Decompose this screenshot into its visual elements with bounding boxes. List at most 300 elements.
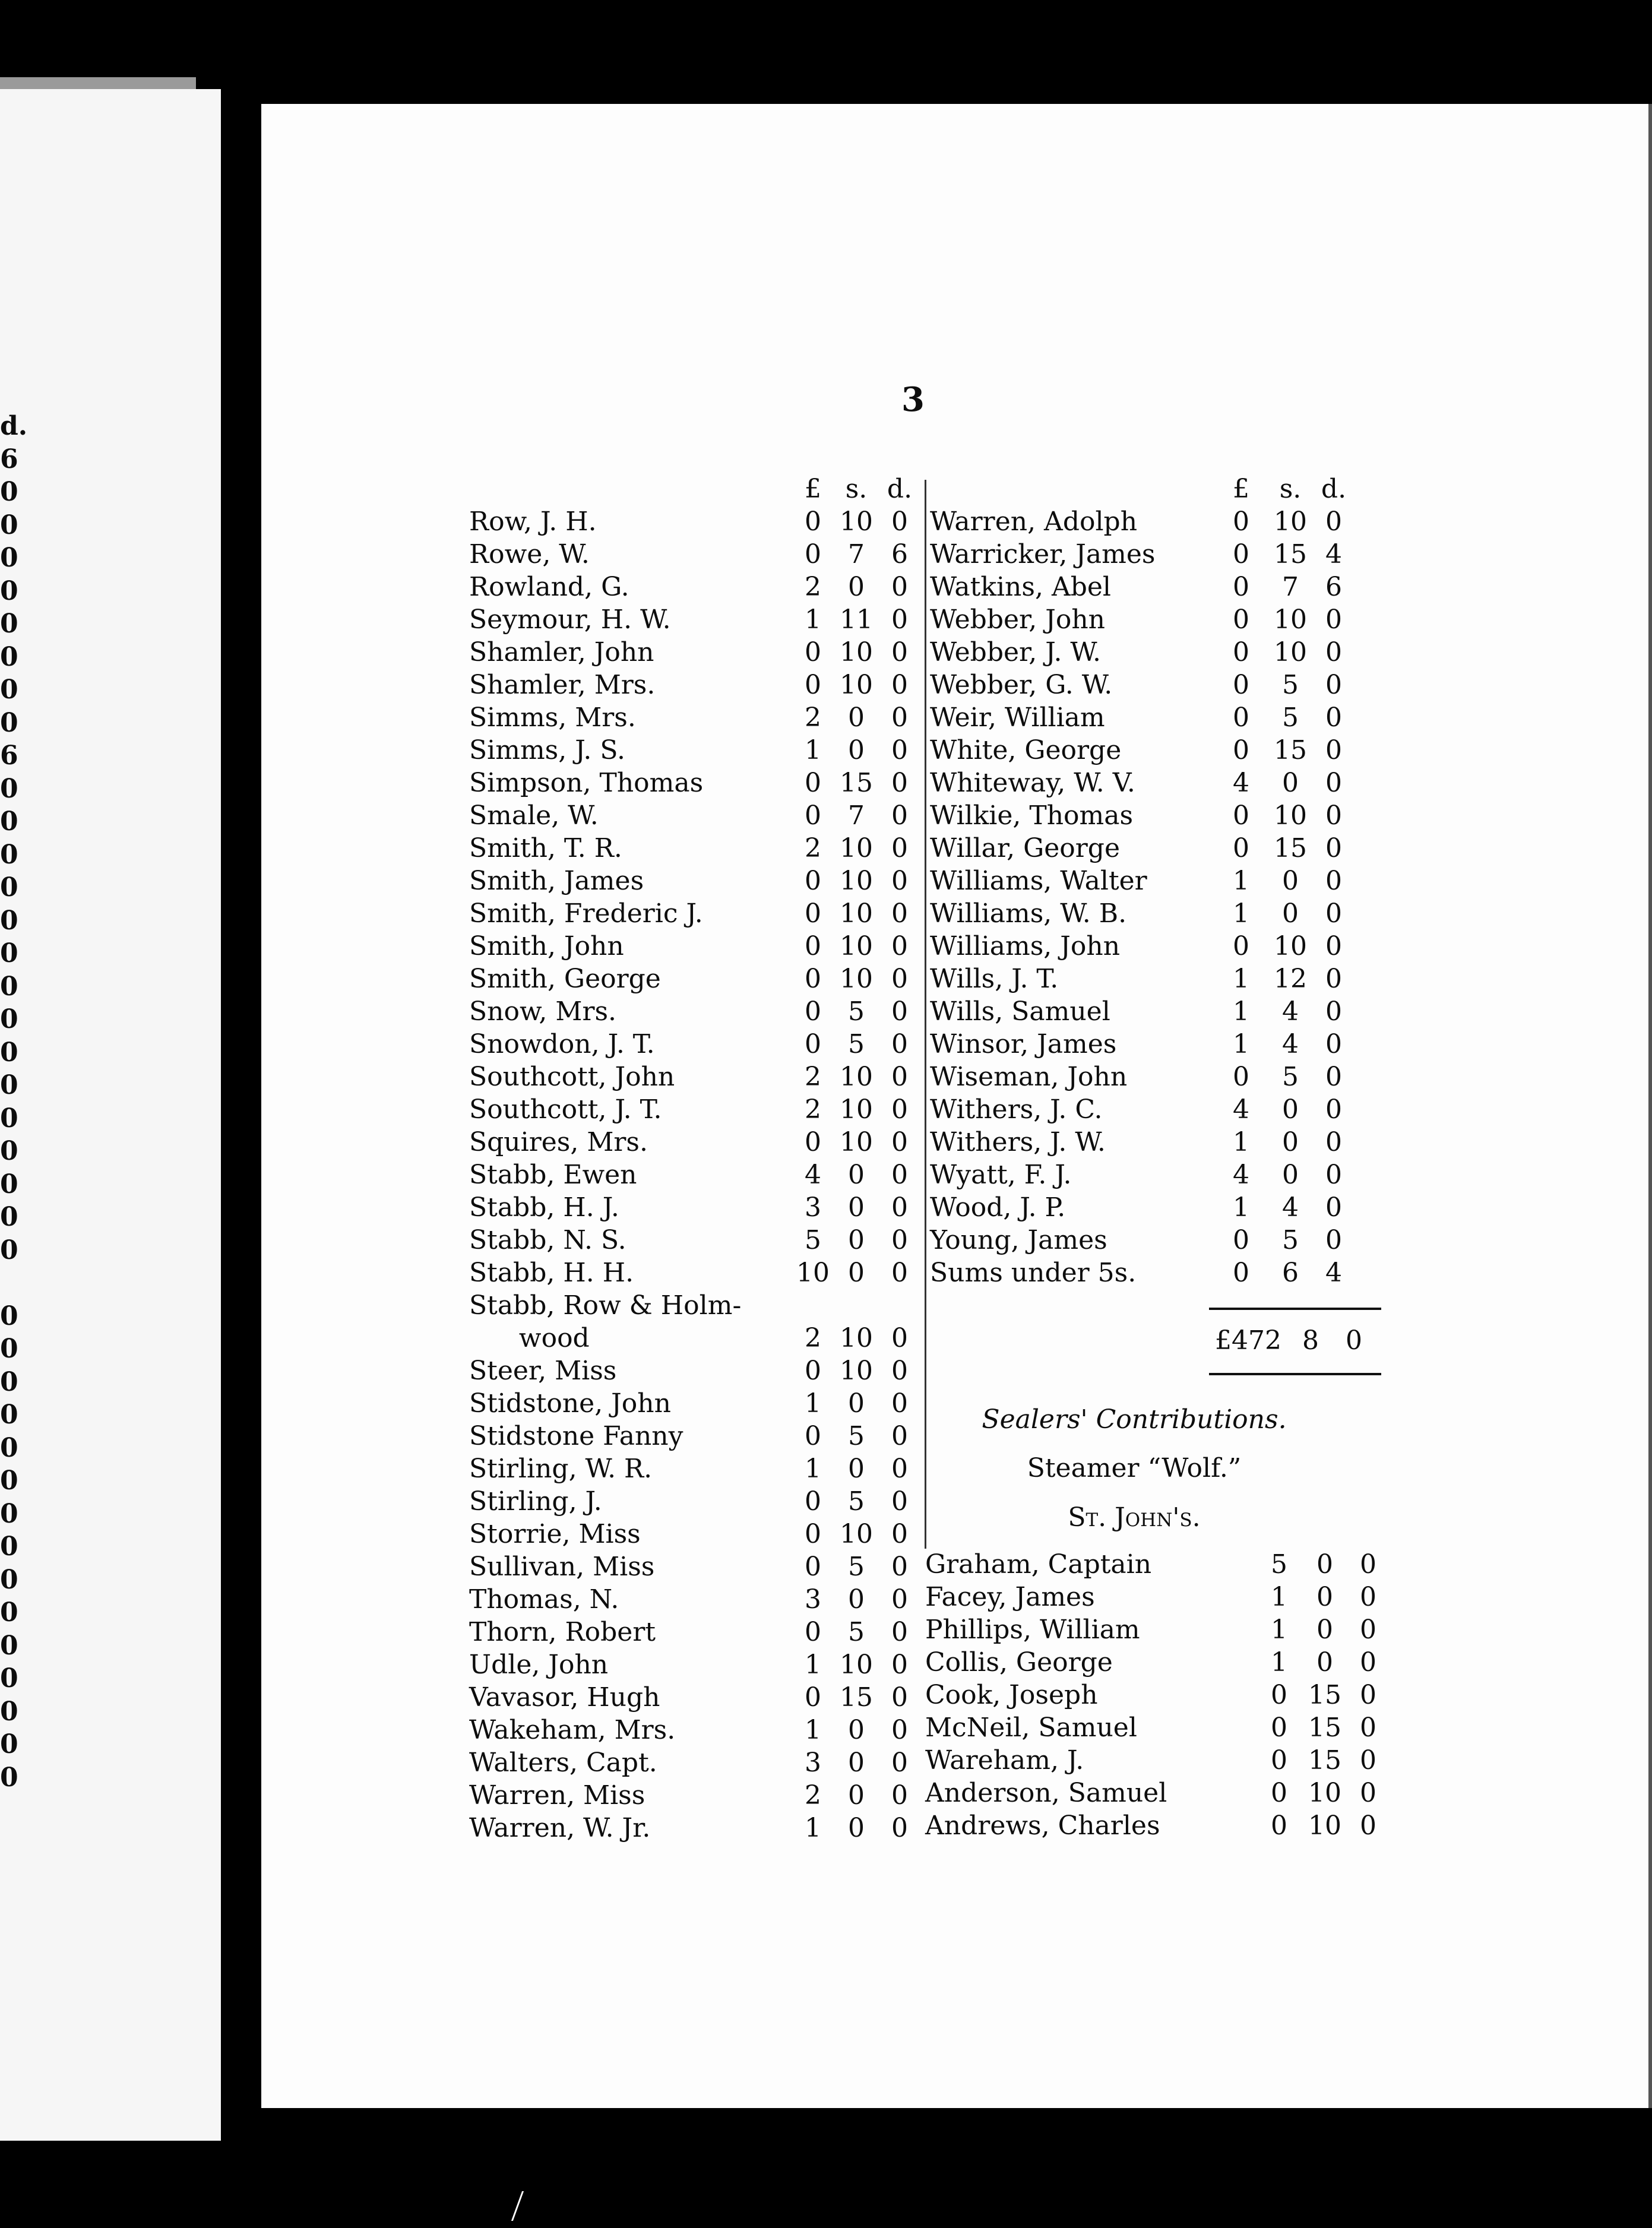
shillings-value: 10 (840, 637, 873, 667)
pounds-value: 0 (805, 1519, 821, 1549)
shillings-value: 4 (1282, 1192, 1299, 1223)
pence-value: 0 (891, 1552, 908, 1582)
shillings-value: 0 (848, 1584, 865, 1615)
pounds-header: £ (805, 474, 821, 504)
contributor-name: Withers, J. C. (930, 1094, 1103, 1125)
pence-value: 0 (1325, 637, 1342, 667)
contribution-row (469, 1746, 920, 1779)
shillings-value (833, 1289, 879, 1322)
contributor-name: Watkins, Abel (930, 572, 1111, 602)
pounds-value: 0 (805, 1127, 821, 1157)
contribution-row (469, 1257, 920, 1289)
left-margin-value: 0 (0, 1762, 18, 1793)
pounds-value: 1 (1271, 1582, 1287, 1612)
left-margin-value: 0 (0, 707, 18, 738)
contributor-name: wood (469, 1323, 590, 1353)
contributor-name: Stirling, W. R. (469, 1454, 653, 1484)
contribution-row (930, 538, 1354, 571)
shillings-value: 10 (840, 1127, 873, 1157)
shillings-value: 0 (1316, 1647, 1333, 1678)
contributor-name: Vavasor, Hugh (469, 1682, 660, 1713)
pounds-value: 1 (805, 1454, 821, 1484)
contributor-name: Simms, J. S. (469, 735, 625, 765)
contribution-row (930, 832, 1354, 865)
shillings-value: 4 (1282, 996, 1299, 1027)
contribution-row (469, 1322, 920, 1354)
pounds-value: 0 (805, 1421, 821, 1451)
pence-value: 0 (891, 1748, 908, 1778)
left-margin-value: 0 (0, 1136, 18, 1166)
pence-value: 0 (891, 1225, 908, 1255)
pence-value: 6 (1325, 572, 1342, 602)
shillings-value: 10 (840, 866, 873, 896)
pounds-value: 4 (805, 1160, 821, 1190)
pounds-value: 0 (1233, 1258, 1249, 1288)
pence-value: 0 (891, 1192, 908, 1223)
pence-value: 0 (891, 1486, 908, 1517)
shillings-value: 7 (848, 539, 865, 569)
pounds-value: 0 (805, 507, 821, 537)
contributor-name: Rowland, G. (469, 572, 629, 602)
shillings-value: 0 (848, 1388, 865, 1419)
contribution-row (930, 505, 1354, 538)
contributor-name: Stidstone Fanny (469, 1421, 683, 1451)
sealer-row (925, 1711, 1387, 1744)
pounds-value: 1 (805, 1715, 821, 1745)
shillings-value: 5 (1282, 670, 1299, 700)
pounds-value: 0 (1233, 572, 1249, 602)
pence-value: 0 (891, 964, 908, 994)
pounds-value: 0 (1233, 1062, 1249, 1092)
contributor-name: Storrie, Miss (469, 1519, 641, 1549)
contributor-name: Wakeham, Mrs. (469, 1715, 676, 1745)
pounds-value: 0 (805, 800, 821, 831)
total-shillings: 8 (1302, 1325, 1319, 1356)
contribution-row (930, 734, 1354, 767)
shillings-value: 0 (1282, 768, 1299, 798)
column-headers (469, 473, 920, 505)
pence-value: 0 (891, 1388, 908, 1419)
pounds-value: 0 (1233, 539, 1249, 569)
contributor-name: Steer, Miss (469, 1356, 617, 1386)
left-margin-value: 0 (0, 1564, 18, 1595)
contributor-name: Winsor, James (930, 1029, 1117, 1059)
pounds-value: 0 (805, 1552, 821, 1582)
pence-value: 0 (1325, 1127, 1342, 1157)
subscriber-list-right (930, 473, 1354, 1289)
contributor-name: Thorn, Robert (469, 1617, 656, 1647)
contributor-name: Warren, Adolph (930, 507, 1138, 537)
pounds-value: 0 (805, 931, 821, 961)
contributor-name: Smale, W. (469, 800, 599, 831)
pounds-value: 0 (1233, 800, 1249, 831)
contributor-name: Stabb, N. S. (469, 1225, 626, 1255)
pence-value: 0 (1325, 735, 1342, 765)
left-margin-value: 6 (0, 444, 18, 474)
pence-value: 0 (1325, 1192, 1342, 1223)
pence-value: 0 (1360, 1778, 1376, 1808)
shillings-value: 10 (1274, 605, 1307, 635)
contribution-row (469, 734, 920, 767)
pence-value: 0 (1325, 996, 1342, 1027)
left-margin-value: 0 (0, 1169, 18, 1200)
contribution-row (469, 505, 920, 538)
contributor-name: Stabb, Row & Holm- (469, 1290, 742, 1321)
pence-value: 0 (1325, 866, 1342, 896)
contribution-row (930, 1126, 1354, 1159)
pounds-header: £ (1233, 474, 1249, 504)
left-margin-value: 0 (0, 1366, 18, 1397)
pence-value: 0 (891, 1519, 908, 1549)
contributor-name: Southcott, J. T. (469, 1094, 662, 1125)
contribution-row (930, 865, 1354, 897)
pounds-value: 5 (805, 1225, 821, 1255)
shillings-value: 15 (840, 768, 873, 798)
pence-value: 0 (891, 605, 908, 635)
contribution-row (469, 1289, 920, 1322)
contributor-name: Smith, Frederic J. (469, 898, 703, 929)
steamer-name: Steamer “Wolf.” (1027, 1453, 1242, 1483)
pounds-value: 1 (1233, 1029, 1249, 1059)
left-margin-value: 0 (0, 1729, 18, 1759)
pounds-value: 0 (805, 898, 821, 929)
left-margin-value: 0 (0, 938, 18, 969)
sealer-row (925, 1809, 1387, 1842)
contribution-row (469, 1191, 920, 1224)
pence-header: d. (1321, 474, 1347, 504)
contribution-row (469, 1126, 920, 1159)
contribution-row (930, 995, 1354, 1028)
pence-value: 6 (891, 539, 908, 569)
contributor-name: Row, J. H. (469, 507, 597, 537)
pounds-value: 1 (1233, 964, 1249, 994)
pounds-value: 0 (805, 1682, 821, 1713)
pounds-value: 1 (1271, 1615, 1287, 1645)
contributor-name: Young, James (930, 1225, 1107, 1255)
pounds-value: 0 (1271, 1745, 1287, 1776)
pounds-value: 0 (805, 1029, 821, 1059)
contribution-row (930, 669, 1354, 701)
contribution-row (930, 1028, 1354, 1061)
shillings-value: 0 (1282, 1127, 1299, 1157)
shillings-value: 15 (1274, 833, 1307, 863)
contribution-row (469, 1224, 920, 1257)
pence-value: 0 (891, 735, 908, 765)
shillings-value: 10 (1274, 931, 1307, 961)
contribution-row (930, 963, 1354, 995)
shillings-value: 10 (840, 1356, 873, 1386)
pounds-value: 3 (805, 1584, 821, 1615)
contribution-row (469, 897, 920, 930)
pence-value: 0 (891, 866, 908, 896)
pounds-value: 0 (805, 1486, 821, 1517)
pence-value: 0 (1360, 1582, 1376, 1612)
shillings-value: 0 (848, 1780, 865, 1811)
pence-value: 0 (891, 1258, 908, 1288)
contribution-row (469, 1583, 920, 1616)
contribution-row (469, 1061, 920, 1093)
contribution-row (469, 995, 920, 1028)
pence-value: 0 (1360, 1615, 1376, 1645)
contribution-row (469, 701, 920, 734)
contributor-name: Simpson, Thomas (469, 768, 704, 798)
shillings-value: 10 (840, 1062, 873, 1092)
contribution-row (469, 1485, 920, 1518)
left-margin-value: 0 (0, 1663, 18, 1694)
pence-value: 0 (1325, 1062, 1342, 1092)
pence-value: 0 (1325, 1029, 1342, 1059)
shillings-value: 0 (1282, 1094, 1299, 1125)
contribution-row (469, 1420, 920, 1452)
contribution-row (469, 1452, 920, 1485)
shillings-value: 5 (848, 996, 865, 1027)
contributor-name: Graham, Captain (925, 1549, 1152, 1580)
pence-value: 0 (1325, 800, 1342, 831)
contributor-name: Sums under 5s. (930, 1258, 1137, 1288)
contributor-name: Smith, James (469, 866, 644, 896)
shillings-value: 15 (1274, 539, 1307, 569)
contribution-row (469, 832, 920, 865)
shillings-value: 0 (848, 1258, 865, 1288)
pounds-value: 0 (805, 670, 821, 700)
left-margin-value: 0 (0, 905, 18, 936)
pence-value: 0 (1360, 1549, 1376, 1580)
pence-value: 0 (1325, 702, 1342, 733)
pounds-value: 5 (1271, 1549, 1287, 1580)
contributor-name: Webber, G. W. (930, 670, 1113, 700)
pounds-value: 2 (805, 702, 821, 733)
left-margin-value: 0 (0, 641, 18, 672)
contributor-name: Shamler, John (469, 637, 654, 667)
left-margin-value: 0 (0, 971, 18, 1002)
shillings-value: 5 (1282, 1225, 1299, 1255)
contributor-name: Williams, John (930, 931, 1121, 961)
contributor-name: Wilkie, Thomas (930, 800, 1134, 831)
pounds-value: 1 (1233, 898, 1249, 929)
contributor-name: Warren, Miss (469, 1780, 645, 1811)
left-margin-value: 0 (0, 1531, 18, 1562)
pence-value: 0 (891, 1062, 908, 1092)
pounds-value: 0 (1233, 735, 1249, 765)
left-margin-value: 0 (0, 1004, 18, 1034)
shillings-value: 5 (1282, 1062, 1299, 1092)
contribution-row (469, 930, 920, 963)
shillings-value: 0 (848, 1748, 865, 1778)
pence-value: 0 (891, 1617, 908, 1647)
pence-header: d. (887, 474, 913, 504)
contribution-row (930, 1159, 1354, 1191)
pence-value: 0 (891, 572, 908, 602)
pounds-value: 0 (1233, 507, 1249, 537)
shillings-value: 0 (848, 1160, 865, 1190)
pence-value: 0 (1360, 1647, 1376, 1678)
shillings-value: 10 (840, 931, 873, 961)
contributor-name: Weir, William (930, 702, 1105, 733)
pounds-value: 0 (1233, 637, 1249, 667)
sealer-row (925, 1679, 1387, 1711)
contributor-name: Thomas, N. (469, 1584, 619, 1615)
contribution-row (930, 701, 1354, 734)
contribution-row (930, 1061, 1354, 1093)
shillings-value: 7 (1282, 572, 1299, 602)
contributor-name: Webber, John (930, 605, 1106, 635)
left-margin-value: 0 (0, 1630, 18, 1661)
contributor-name: Wills, J. T. (930, 964, 1059, 994)
contribution-row (469, 767, 920, 799)
contribution-row (469, 603, 920, 636)
pounds-value: 4 (1233, 768, 1249, 798)
pounds-value: 1 (1233, 1192, 1249, 1223)
shillings-value: 10 (840, 1094, 873, 1125)
pounds-value: 4 (1233, 1160, 1249, 1190)
pounds-value: 1 (1233, 866, 1249, 896)
contributor-name: Whiteway, W. V. (930, 768, 1135, 798)
left-margin-value: 0 (0, 1466, 18, 1496)
contribution-row (469, 636, 920, 669)
sealer-row (925, 1581, 1387, 1613)
pounds-value: 0 (805, 768, 821, 798)
shillings-value: 10 (840, 1650, 873, 1680)
contributor-name: Simms, Mrs. (469, 702, 636, 733)
left-margin-value: 0 (0, 575, 18, 606)
pence-value: 0 (1325, 768, 1342, 798)
left-margin-value: 0 (0, 1432, 18, 1463)
left-margin-value: 0 (0, 1696, 18, 1727)
pounds-value: 2 (805, 1780, 821, 1811)
sealer-row (925, 1613, 1387, 1646)
pence-value: 0 (1325, 1094, 1342, 1125)
pence-value: 0 (891, 1650, 908, 1680)
pounds-value: 0 (1233, 931, 1249, 961)
total-pounds: £472 (1215, 1325, 1281, 1356)
contribution-row (469, 1681, 920, 1714)
shillings-value: 10 (840, 1323, 873, 1353)
contribution-row (930, 897, 1354, 930)
contribution-row (469, 571, 920, 603)
contributor-name: Warren, W. Jr. (469, 1813, 651, 1843)
left-margin-value: 0 (0, 1400, 18, 1430)
pence-value: 0 (891, 1584, 908, 1615)
shillings-value: 0 (1316, 1582, 1333, 1612)
contributor-name: Wiseman, John (930, 1062, 1128, 1092)
contributor-name: Wood, J. P. (930, 1192, 1066, 1223)
shillings-value: 7 (848, 800, 865, 831)
shillings-value: 11 (840, 605, 873, 635)
pence-value: 4 (1325, 539, 1342, 569)
pence-value: 0 (891, 1029, 908, 1059)
contributor-name: Snowdon, J. T. (469, 1029, 655, 1059)
contribution-row (469, 1550, 920, 1583)
pounds-value: 10 (796, 1258, 830, 1288)
pounds-value: 0 (1233, 702, 1249, 733)
sealer-row (925, 1646, 1387, 1679)
shillings-value: 10 (1274, 507, 1307, 537)
pounds-value: 2 (805, 833, 821, 863)
pounds-value: 2 (805, 1062, 821, 1092)
shillings-value: 10 (840, 1519, 873, 1549)
contributor-name: Andrews, Charles (925, 1811, 1160, 1841)
shillings-value: 10 (840, 833, 873, 863)
pounds-value: 0 (805, 866, 821, 896)
shillings-value: 5 (848, 1421, 865, 1451)
contribution-row (469, 1616, 920, 1648)
contribution-row (930, 603, 1354, 636)
pounds-value: 0 (805, 996, 821, 1027)
pounds-value: 1 (805, 1388, 821, 1419)
left-margin-value: 0 (0, 1334, 18, 1364)
left-margin-value: 0 (0, 1597, 18, 1628)
contributor-name: Smith, George (469, 964, 661, 994)
pence-value: 0 (891, 670, 908, 700)
contribution-row (469, 865, 920, 897)
contribution-row (930, 571, 1354, 603)
left-margin-value: 0 (0, 1070, 18, 1100)
contribution-row (469, 669, 920, 701)
contribution-row (469, 1093, 920, 1126)
shillings-value: 0 (848, 1454, 865, 1484)
contribution-row (930, 799, 1354, 832)
shillings-value: 5 (848, 1029, 865, 1059)
left-margin-value: 0 (0, 1202, 18, 1232)
contributor-name: Willar, George (930, 833, 1120, 863)
pence-value: 0 (891, 898, 908, 929)
pence-value: 0 (891, 931, 908, 961)
contribution-row (469, 1387, 920, 1420)
pounds-value: 0 (805, 1617, 821, 1647)
place-name: St. John's. (1068, 1502, 1201, 1533)
shillings-value: 10 (1274, 637, 1307, 667)
contribution-row (930, 636, 1354, 669)
contribution-row (930, 1257, 1354, 1289)
pounds-value: 3 (805, 1748, 821, 1778)
shillings-value: 0 (848, 1813, 865, 1843)
left-margin-value: 0 (0, 1498, 18, 1529)
pence-value: 0 (1325, 1225, 1342, 1255)
pounds-value: 1 (1233, 996, 1249, 1027)
pounds-value: 3 (805, 1192, 821, 1223)
shillings-value: 0 (1282, 1160, 1299, 1190)
shillings-header: s. (845, 474, 868, 504)
shillings-value: 0 (848, 1715, 865, 1745)
shillings-value: 15 (1274, 735, 1307, 765)
left-margin-value: 0 (0, 806, 18, 837)
total-pence: 0 (1346, 1325, 1362, 1356)
pence-value: 0 (891, 1323, 908, 1353)
pounds-value: 0 (1271, 1680, 1287, 1710)
pence-value: 0 (891, 1715, 908, 1745)
contributor-name: Smith, John (469, 931, 624, 961)
contributor-name: Webber, J. W. (930, 637, 1101, 667)
shillings-value: 10 (1308, 1811, 1341, 1841)
pence-value: 0 (891, 1094, 908, 1125)
contributor-name: Warricker, James (930, 539, 1156, 569)
left-margin-value: 0 (0, 1037, 18, 1068)
pounds-value: 0 (1233, 670, 1249, 700)
shillings-value: 4 (1282, 1029, 1299, 1059)
sealers-heading: Sealers' Contributions. (982, 1404, 1287, 1435)
contribution-row (469, 963, 920, 995)
shillings-value: 5 (848, 1617, 865, 1647)
sealer-row (925, 1744, 1387, 1777)
pounds-value: 2 (805, 1323, 821, 1353)
pence-value: 0 (1325, 507, 1342, 537)
shillings-value: 0 (848, 572, 865, 602)
pounds-value: 1 (805, 735, 821, 765)
pence-value (879, 1289, 920, 1322)
pounds-value: 2 (805, 572, 821, 602)
page-number: 3 (901, 380, 925, 419)
left-margin-value (0, 1267, 48, 1300)
